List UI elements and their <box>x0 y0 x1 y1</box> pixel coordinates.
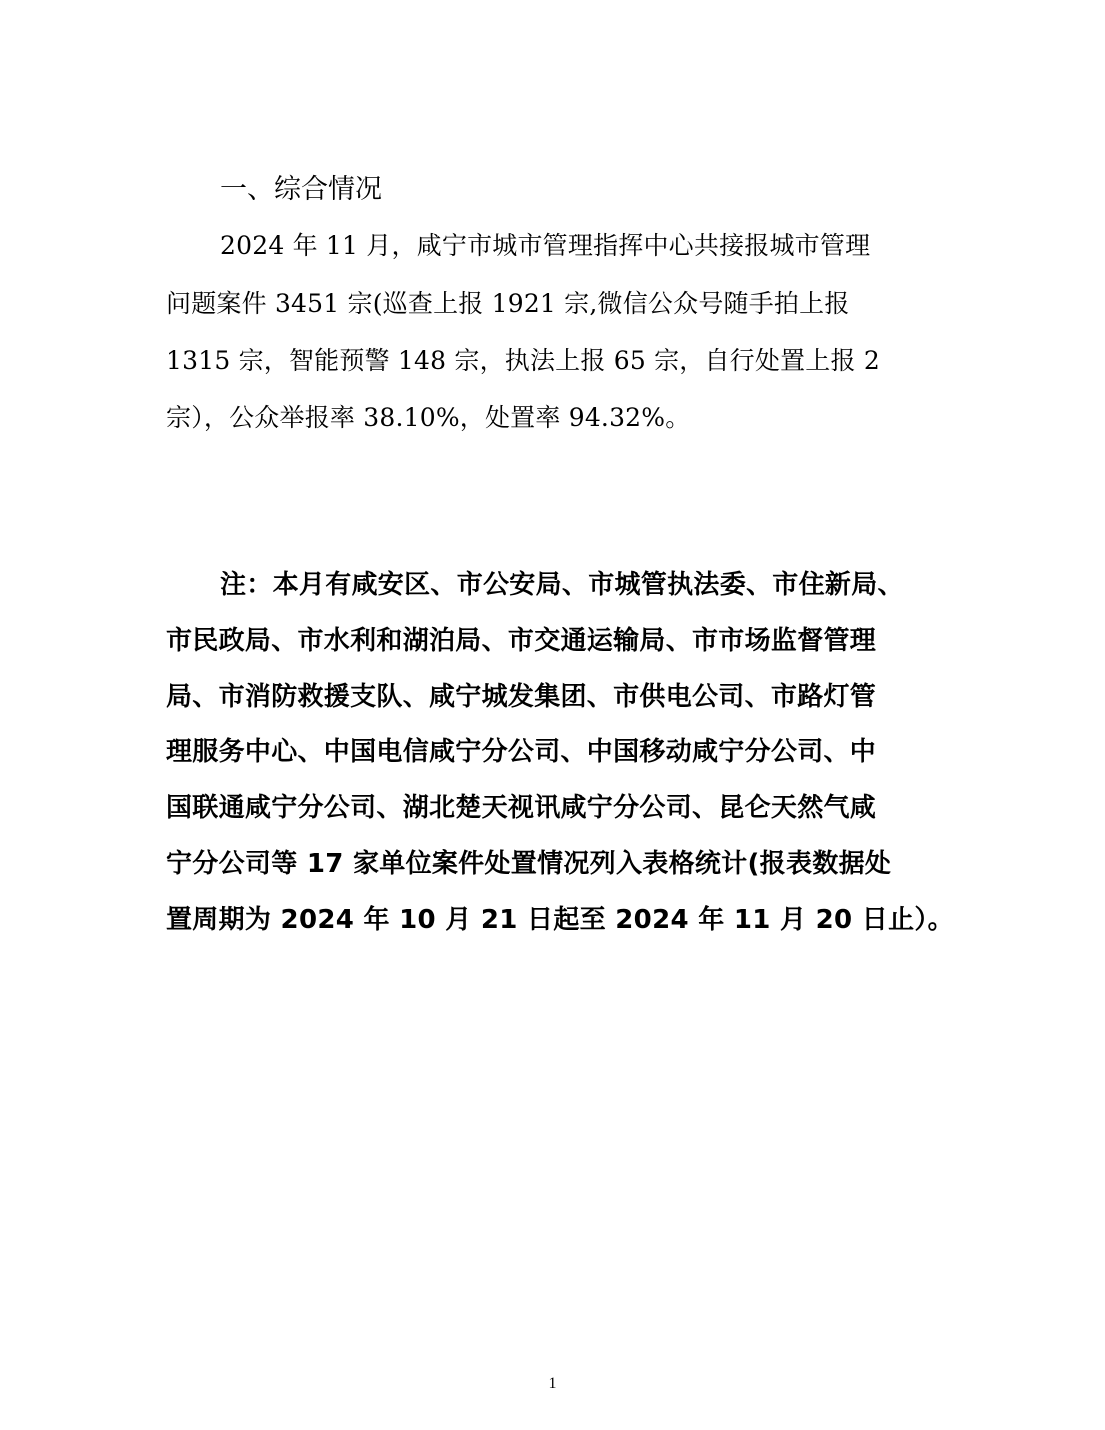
note-line: 局、市消防救援支队、咸宁城发集团、市供电公司、市路灯管 <box>166 682 877 712</box>
note-line: 理服务中心、中国电信咸宁分公司、中国移动咸宁分公司、中 <box>166 737 877 767</box>
summary-line: 1315 宗，智能预警 148 宗，执法上报 65 宗，自行处置上报 2 <box>166 346 880 375</box>
note-line: 注：本月有咸安区、市公安局、市城管执法委、市住新局、 <box>220 570 904 600</box>
note-line: 国联通咸宁分公司、湖北楚天视讯咸宁分公司、昆仑天然气咸 <box>166 793 877 823</box>
page-number: 1 <box>548 1375 557 1392</box>
summary-line: 宗），公众举报率 38.10%，处置率 94.32%。 <box>166 403 691 432</box>
note-line: 置周期为 2024 年 10 月 21 日起至 2024 年 11 月 20 日止）。 <box>166 905 954 935</box>
note-line: 市民政局、市水利和湖泊局、市交通运输局、市市场监督管理 <box>166 626 877 656</box>
summary-line: 问题案件 3451 宗(巡查上报 1921 宗,微信公众号随手拍上报 <box>166 289 850 318</box>
summary-line: 2024 年 11 月，咸宁市城市管理指挥中心共接报城市管理 <box>220 231 871 260</box>
note-line: 宁分公司等 17 家单位案件处置情况列入表格统计(报表数据处 <box>166 849 892 879</box>
section-heading: 一、综合情况 <box>220 174 382 205</box>
